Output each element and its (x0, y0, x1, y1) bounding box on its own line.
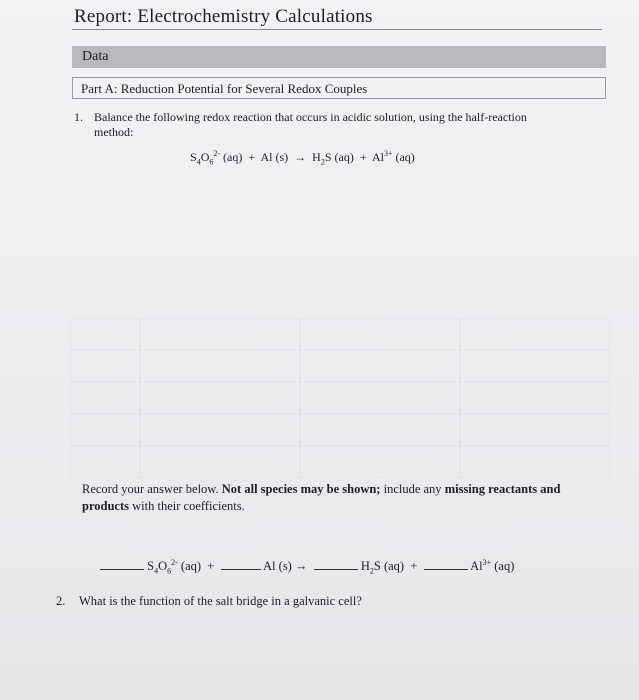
redox-reaction-equation (190, 150, 415, 165)
product-2: $Al^{3+}$ (aq) (371, 149, 415, 164)
section-label: Data (82, 49, 109, 64)
product-1: $H_2S$ (aq) (312, 150, 354, 167)
plus-sign: + (359, 150, 367, 164)
coefficient-blank-4[interactable] (424, 559, 468, 570)
answer-species-1: $S_4O_6^{2-}$ (aq) (147, 557, 202, 576)
plus-sign: + (410, 559, 418, 573)
plus-sign: + (248, 150, 256, 164)
coefficient-blank-3[interactable] (314, 559, 358, 570)
answer-equation (100, 559, 514, 574)
reaction-arrow: → (294, 150, 307, 164)
page-title: Report: Electrochemistry Calculations (74, 6, 373, 27)
reactant-2: Al (s) (260, 150, 289, 164)
question-1-number: 1. (74, 110, 83, 124)
question-2-prompt: What is the function of the salt bridge in a galvanic cell? (79, 594, 362, 608)
question-1-prompt: Balance the following redox reaction that occurs in acidic solution, using the half-reaction method: (94, 110, 527, 139)
section-header-data (72, 46, 606, 68)
reaction-arrow: → (294, 559, 308, 573)
part-a-header (72, 77, 606, 99)
coefficient-blank-2[interactable] (221, 559, 261, 570)
title-underline (72, 29, 602, 30)
reactant-1: $S_4O_6^{2-}$ (aq) (190, 149, 243, 167)
answer-species-3: $H_2S$ (aq) (360, 559, 405, 576)
question-2-number: 2. (56, 594, 66, 608)
answer-instructions: Record your answer below. Not all species may be shown; include any missing reactants and products with their coefficients. (82, 482, 561, 513)
answer-species-2: Al (s) (263, 559, 292, 573)
part-a-label: Part A: Reduction Potential for Several Redox Couples (81, 81, 368, 96)
coefficient-blank-1[interactable] (100, 559, 144, 570)
answer-species-4: $Al^{3+}$ (aq) (470, 557, 515, 573)
plus-sign: + (207, 559, 215, 573)
bleed-through-table (70, 318, 610, 478)
